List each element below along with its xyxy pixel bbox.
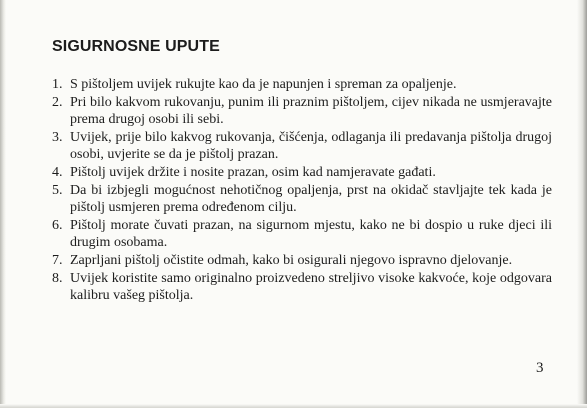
list-item-text: Zaprljani pištolj očistite odmah, kako bi osigurali njegovo ispravno djelovanje. xyxy=(70,253,513,268)
list-item-number: 1. xyxy=(52,77,63,92)
list-item-text: S pištoljem uvijek rukujte kao da je napunjen i spreman za opaljenje. xyxy=(70,77,457,92)
list-item xyxy=(52,182,552,216)
list-item-number: 3. xyxy=(52,130,63,145)
list-item-number: 6. xyxy=(52,218,63,233)
list-item-number: 2. xyxy=(52,95,63,110)
list-item xyxy=(52,129,552,163)
list-item xyxy=(52,164,552,181)
list-item-number: 5. xyxy=(52,183,63,198)
list-item-text: Pištolj uvijek držite i nosite prazan, osim kad namjeravate gađati. xyxy=(70,165,436,180)
safety-instructions-list xyxy=(52,76,552,304)
list-item xyxy=(52,76,552,93)
list-item xyxy=(52,217,552,251)
page-title: SIGURNOSNE UPUTE xyxy=(52,38,220,55)
page-number: 3 xyxy=(536,360,544,376)
list-item xyxy=(52,94,552,128)
page-edge-right xyxy=(577,0,587,408)
list-item xyxy=(52,252,552,269)
page-edge-left xyxy=(0,0,6,408)
list-item-text: Da bi izbjegli mogućnost nehotičnog opaljenja, prst na okidač stavljajte tek kada je pištolj usmjeren prema određenom cilju. xyxy=(70,183,552,215)
list-item-text: Pištolj morate čuvati prazan, na sigurnom mjestu, kako ne bi dospio u ruke djeci ili drugim osobama. xyxy=(70,218,552,250)
list-item-text: Uvijek, prije bilo kakvog rukovanja, čišćenja, odlaganja ili predavanja pištolja drugoj osobi, uvjerite se da je pištolj prazan. xyxy=(70,130,552,162)
list-item-number: 7. xyxy=(52,253,63,268)
list-item-number: 4. xyxy=(52,165,63,180)
list-item-text: Pri bilo kakvom rukovanju, punim ili praznim pištoljem, cijev nikada ne usmjeravajte prema drugoj osobi ili sebi. xyxy=(70,95,552,127)
list-item xyxy=(52,270,552,304)
list-item-number: 8. xyxy=(52,271,63,286)
document-content xyxy=(52,38,552,305)
list-item-text: Uvijek koristite samo originalno proizvedeno streljivo visoke kakvoće, koje odgovara kalibru vašeg pištolja. xyxy=(70,271,552,303)
page-edge-bottom xyxy=(0,404,587,408)
